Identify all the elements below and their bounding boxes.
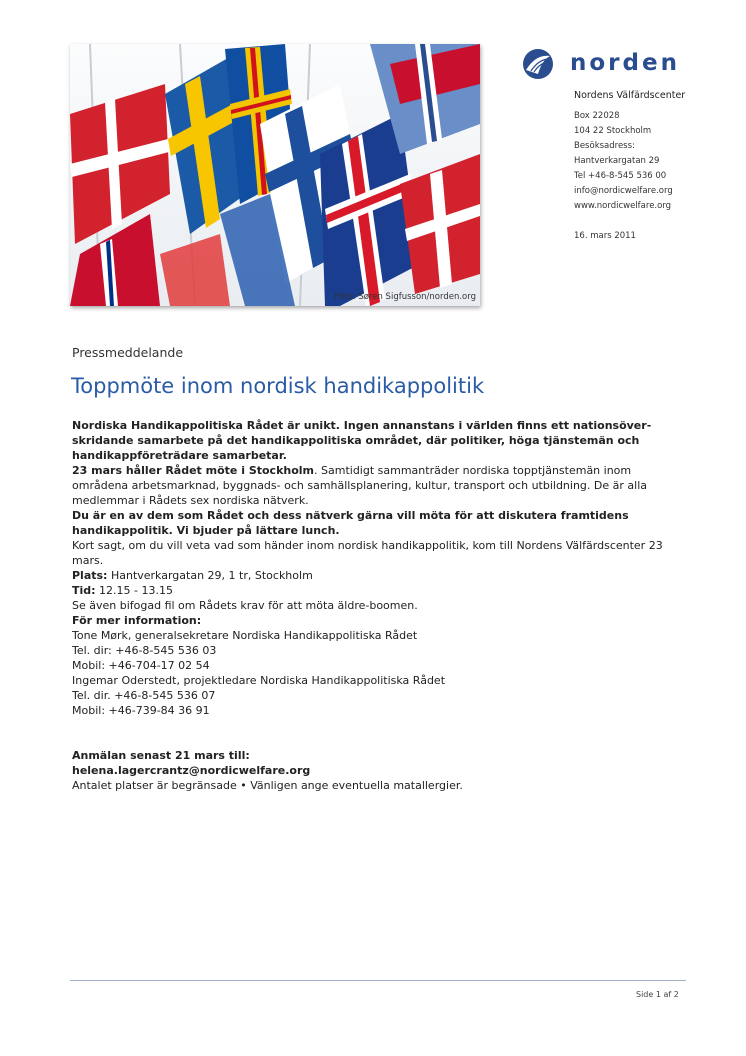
time-line <box>72 583 672 598</box>
contact2-name: Ingemar Oderstedt, projektledare Nordiska Handikappolitiska Rådet <box>72 674 446 687</box>
page-title: Toppmöte inom nordisk handikappolitik <box>71 374 485 398</box>
document-date: 16. mars 2011 <box>574 231 636 241</box>
sender-line: Box 22028 <box>574 111 620 121</box>
meeting-paragraph <box>72 463 672 508</box>
time-value: 12.15 - 13.15 <box>95 584 173 597</box>
nordic-flags-image <box>70 44 480 306</box>
sender-organization: Nordens Välfärdscenter <box>574 90 686 101</box>
sender-line: Tel +46-8-545 536 00 <box>574 171 667 181</box>
norden-swan-icon <box>522 48 554 80</box>
sender-address-block <box>574 88 734 244</box>
contact2-phone: Tel. dir. +46-8-545 536 07 <box>72 689 216 702</box>
press-release-body <box>72 418 672 793</box>
contact2-mobile: Mobil: +46-739-84 36 91 <box>72 704 210 717</box>
footer-divider <box>70 980 686 981</box>
place-line <box>72 568 672 583</box>
intro-paragraph: Nordiska Handikappolitiska Rådet är unikt. Ingen annanstans i världen finns ett nationsöver-skridande samarbete på det handikappolitiska området, där politiker, höga tjänstemän och handikappföreträdare samarbetar. <box>72 419 652 462</box>
place-value: Hantverkargatan 29, 1 tr, Stockholm <box>107 569 313 582</box>
attachment-note: Se även bifogad fil om Rådets krav för att möta äldre-boomen. <box>72 599 418 612</box>
contact1-name: Tone Mørk, generalsekretare Nordiska Handikappolitiska Rådet <box>72 629 418 642</box>
document-type: Pressmeddelande <box>72 345 184 360</box>
sender-line: Hantverkargatan 29 <box>574 156 660 166</box>
page-number: Side 1 af 2 <box>636 990 679 999</box>
norden-logo <box>520 46 700 82</box>
registration-email[interactable]: helena.lagercrantz@nordicwelfare.org <box>72 764 311 777</box>
time-label: Tid: <box>72 584 96 597</box>
invitation-paragraph: Du är en av dem som Rådet och dess nätverk gärna vill möta för att diskutera framtidens handikappolitik. Vi bjuder på lättare lunch. <box>72 509 629 537</box>
sender-email: info@nordicwelfare.org <box>574 186 673 196</box>
place-label: Plats: <box>72 569 108 582</box>
contact1-phone: Tel. dir: +46-8-545 536 03 <box>72 644 217 657</box>
more-info-heading: För mer information: <box>72 614 202 627</box>
registration-heading: Anmälan senast 21 mars till: <box>72 749 250 762</box>
photo-credit: Foto: Søren Sigfusson/norden.org <box>334 292 476 302</box>
contact1-mobile: Mobil: +46-704-17 02 54 <box>72 659 210 672</box>
meeting-lead: 23 mars håller Rådet möte i Stockholm <box>72 464 315 477</box>
sender-website: www.nordicwelfare.org <box>574 201 672 211</box>
sender-line: 104 22 Stockholm <box>574 126 652 136</box>
summary-paragraph: Kort sagt, om du vill veta vad som händer inom nordisk handikappolitik, kom till Nordens Välfärdscenter 23 mars. <box>72 539 663 567</box>
norden-wordmark: norden <box>570 50 680 76</box>
registration-note: Antalet platser är begränsade • Vänligen ange eventuella matallergier. <box>72 779 463 792</box>
header-photo <box>70 44 480 306</box>
meeting-text: . Samtidigt sammanträder nordiska topptjänstemän inom områdena arbetsmarknad, byggnads- och samhällsplanering, kultur, transport och utbildning. De är alla medlemmar i Rådets sex nordiska nätverk. <box>72 464 647 507</box>
sender-line: Besöksadress: <box>574 141 635 151</box>
